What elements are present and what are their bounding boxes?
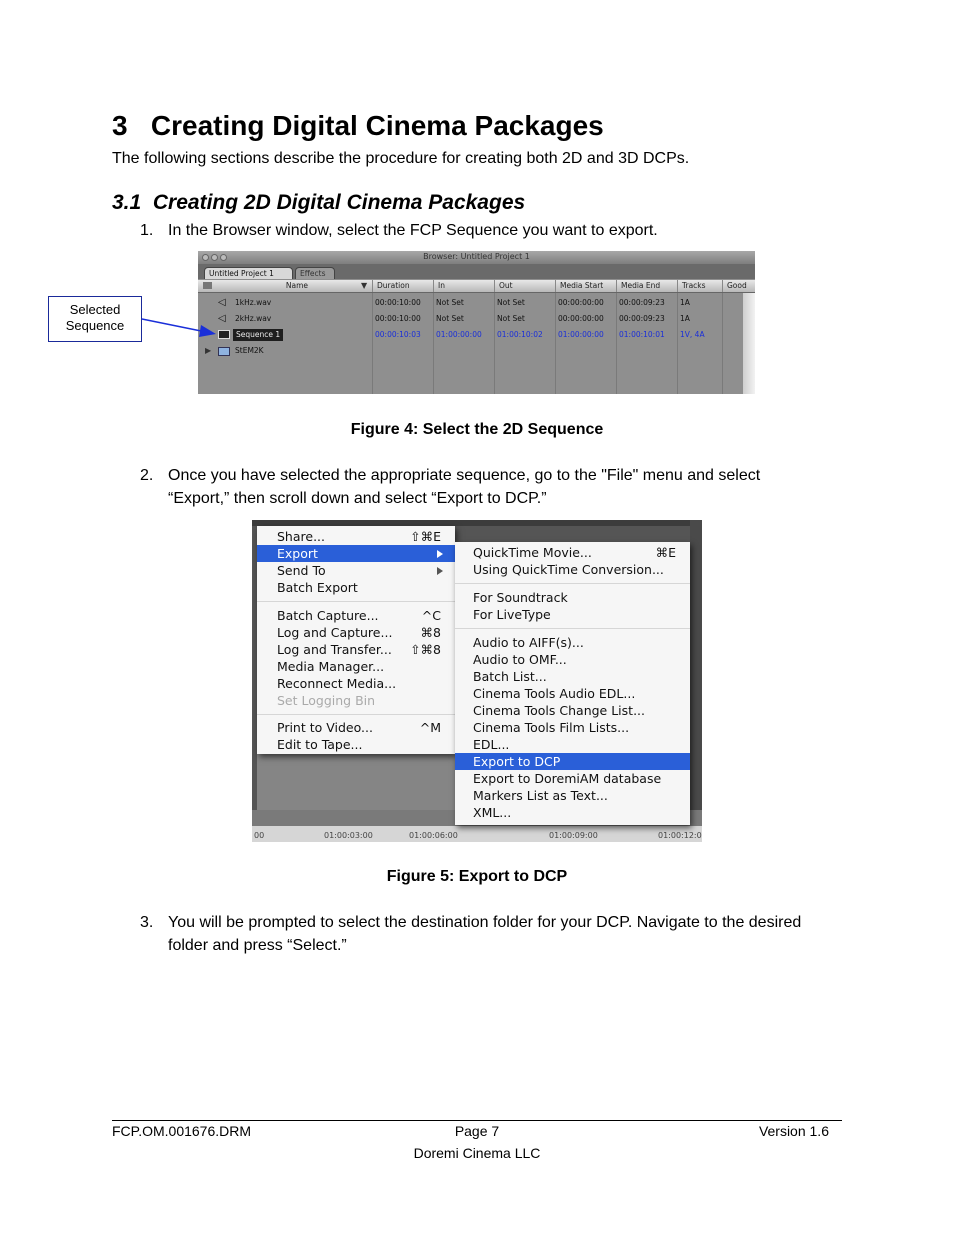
col-out[interactable]: Out <box>494 280 555 292</box>
menu-item-media-manager[interactable]: Media Manager... <box>277 659 385 674</box>
ruler-time: 01:00:12:0 <box>658 831 702 840</box>
menu-item-batch-export[interactable]: Batch Export <box>277 580 358 595</box>
row-duration: 00:00:10:03 <box>375 330 421 339</box>
menu-item-share[interactable]: Share... ⇧⌘E <box>277 529 441 544</box>
row-name[interactable]: StEM2K <box>235 346 264 355</box>
row-media-start: 00:00:00:00 <box>558 298 604 307</box>
figure-4-caption: Figure 4: Select the 2D Sequence <box>350 421 604 438</box>
row-media-end: 00:00:09:23 <box>619 314 665 323</box>
bin-icon <box>203 282 212 289</box>
menu-item-set-logging-bin: Set Logging Bin <box>277 693 376 708</box>
menu-item-batch-capture[interactable]: Batch Capture... ^C <box>277 608 441 623</box>
ruler-time: 01:00:09:00 <box>549 831 598 840</box>
row-media-start: 00:00:00:00 <box>558 314 604 323</box>
menu-item-cinema-tools-change-list[interactable]: Cinema Tools Change List... <box>473 703 645 718</box>
menu-item-export-to-dcp[interactable]: Export to DCP <box>455 753 690 770</box>
menu-item-log-and-capture[interactable]: Log and Capture... ⌘8 <box>277 625 441 640</box>
row-duration: 00:00:10:00 <box>375 314 421 323</box>
row-duration: 00:00:10:00 <box>375 298 421 307</box>
chapter-intro: The following sections describe the procedure for creating both 2D and 3D DCPs. <box>112 150 690 167</box>
menu-item-for-livetype[interactable]: For LiveType <box>473 607 551 622</box>
menu-item-for-soundtrack[interactable]: For Soundtrack <box>473 590 568 605</box>
menu-item-send-to[interactable]: Send To <box>257 562 455 579</box>
menu-item-audio-to-omf[interactable]: Audio to OMF... <box>473 652 567 667</box>
menu-item-quicktime-movie[interactable]: QuickTime Movie... ⌘E <box>473 545 676 560</box>
menu-item-log-and-transfer[interactable]: Log and Transfer... ⇧⌘8 <box>277 642 441 657</box>
menu-item-cinema-tools-film-lists[interactable]: Cinema Tools Film Lists... <box>473 720 630 735</box>
col-name[interactable]: Name <box>285 281 309 290</box>
sequence-icon <box>218 330 230 339</box>
section-heading: 3.1 Creating 2D Digital Cinema Packages <box>112 191 526 214</box>
footer-company: Doremi Cinema LLC <box>413 1145 541 1161</box>
row-in: Not Set <box>436 298 464 307</box>
selected-sequence-name[interactable]: Sequence 1 <box>233 329 283 341</box>
row-name[interactable]: 1kHz.wav <box>235 298 272 307</box>
browser-titlebar <box>198 251 755 264</box>
menu-item-batch-list[interactable]: Batch List... <box>473 669 547 684</box>
ruler-time: 00 <box>254 831 265 840</box>
row-tracks: 1A <box>680 298 690 307</box>
row-out: Not Set <box>497 298 525 307</box>
export-submenu <box>455 542 690 825</box>
fcp-export-menu-screenshot <box>252 520 702 842</box>
ruler-time: 01:00:03:00 <box>324 831 373 840</box>
col-tracks[interactable]: Tracks <box>677 280 722 292</box>
chapter-heading: 3 Creating Digital Cinema Packages <box>112 110 604 141</box>
fcp-browser-window <box>198 251 755 394</box>
sort-arrow-icon: ▼ <box>361 281 368 290</box>
menu-item-reconnect-media[interactable]: Reconnect Media... <box>277 676 397 691</box>
menu-item-markers-list[interactable]: Markers List as Text... <box>473 788 608 803</box>
bin-folder-icon <box>218 347 230 356</box>
menu-item-export-to-doremiam[interactable]: Export to DoremiAM database <box>473 771 662 786</box>
menu-item-edl[interactable]: EDL... <box>473 737 510 752</box>
column-header-row <box>198 280 755 293</box>
menu-item-edit-to-tape[interactable]: Edit to Tape... <box>277 737 363 752</box>
menu-item-xml[interactable]: XML... <box>473 805 512 820</box>
browser-tabs <box>198 264 755 279</box>
row-media-end: 00:00:09:23 <box>619 298 665 307</box>
footer-doc-id: FCP.OM.001676.DRM <box>112 1123 252 1139</box>
footer-page-number: Page 7 <box>454 1123 500 1139</box>
ruler-time: 01:00:06:00 <box>409 831 458 840</box>
row-in: Not Set <box>436 314 464 323</box>
col-media-start[interactable]: Media Start <box>555 280 616 292</box>
audio-clip-icon: ◁ <box>218 297 226 308</box>
tab-untitled-project[interactable]: Untitled Project 1 <box>204 267 293 279</box>
footer-rule <box>112 1120 842 1121</box>
menu-item-audio-to-aiff[interactable]: Audio to AIFF(s)... <box>473 635 584 650</box>
row-tracks: 1A <box>680 314 690 323</box>
footer-version: Version 1.6 <box>758 1123 829 1139</box>
tab-effects[interactable]: Effects <box>295 267 335 279</box>
figure-5-caption: Figure 5: Export to DCP <box>386 868 568 885</box>
row-in: 01:00:00:00 <box>436 330 482 339</box>
row-out: 01:00:10:02 <box>497 330 543 339</box>
timeline-ruler <box>252 826 702 842</box>
col-media-end[interactable]: Media End <box>616 280 677 292</box>
vertical-scrollbar[interactable] <box>743 293 755 394</box>
disclosure-triangle-icon[interactable]: ▶ <box>205 346 212 355</box>
browser-title: Browser: Untitled Project 1 <box>423 252 530 261</box>
row-media-start: 01:00:00:00 <box>558 330 604 339</box>
menu-item-export[interactable]: Export <box>257 545 455 562</box>
row-media-end: 01:00:10:01 <box>619 330 665 339</box>
col-duration[interactable]: Duration <box>372 280 433 292</box>
file-menu <box>257 526 455 754</box>
selected-sequence-callout: Selected Sequence <box>48 296 142 342</box>
menu-item-cinema-tools-audio-edl[interactable]: Cinema Tools Audio EDL... <box>473 686 636 701</box>
row-tracks: 1V, 4A <box>680 330 705 339</box>
row-name[interactable]: 2kHz.wav <box>235 314 272 323</box>
audio-clip-icon: ◁ <box>218 313 226 324</box>
col-good[interactable]: Good <box>722 280 755 292</box>
menu-item-print-to-video[interactable]: Print to Video... ^M <box>277 720 441 735</box>
submenu-arrow-icon <box>437 550 443 558</box>
row-out: Not Set <box>497 314 525 323</box>
menu-item-quicktime-conversion[interactable]: Using QuickTime Conversion... <box>473 562 664 577</box>
col-in[interactable]: In <box>433 280 494 292</box>
submenu-arrow-icon <box>437 567 443 575</box>
